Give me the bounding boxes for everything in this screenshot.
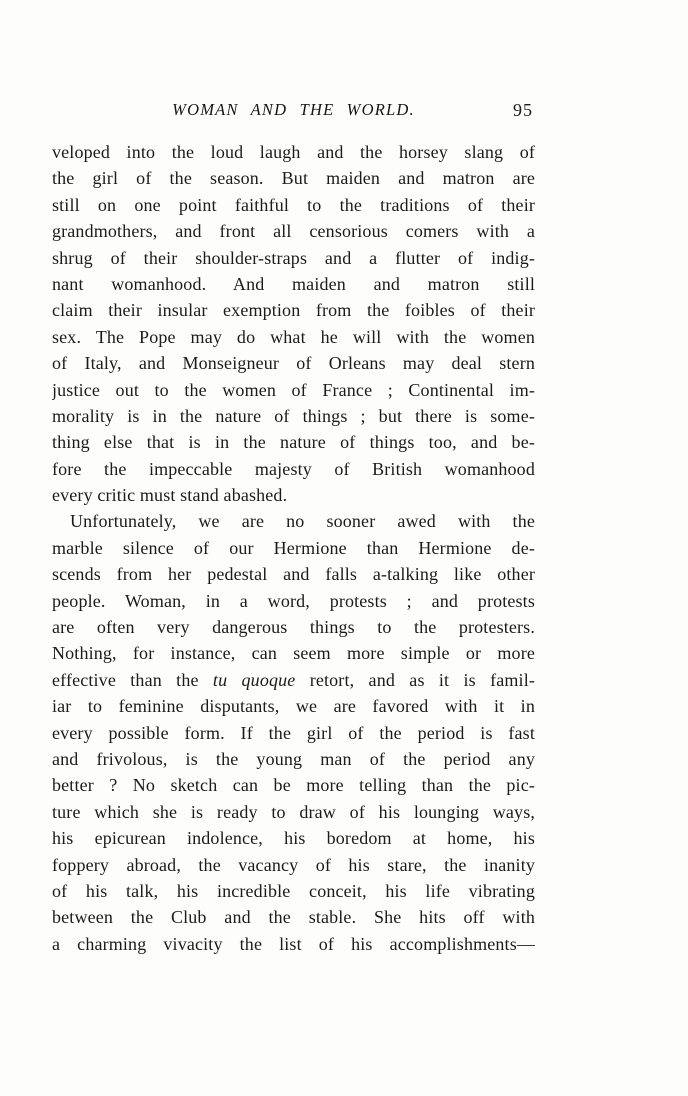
text-segment: between the Club and the stable. She hits off with [52, 907, 535, 928]
text-line [52, 482, 535, 508]
text-segment: a charming vivacity the list of his accomplishments— [52, 933, 535, 954]
text-segment: his epicurean indolence, his boredom at home, his [52, 828, 535, 849]
text-line [52, 931, 535, 957]
text-segment: every possible form. If the girl of the period is fast [52, 722, 535, 743]
text-line [52, 825, 535, 851]
text-segment: the girl of the season. But maiden and matron are [52, 168, 535, 189]
text-segment: sex. The Pope may do what he will with the women [52, 326, 535, 347]
text-line [52, 535, 535, 561]
page-header [52, 100, 535, 126]
text-line [52, 377, 535, 403]
text-line [52, 746, 535, 772]
text-line [52, 561, 535, 587]
text-segment: iar to feminine disputants, we are favored with it in [52, 696, 535, 717]
text-line [52, 192, 535, 218]
text-segment: ture which she is ready to draw of his lounging ways, [52, 801, 535, 822]
text-segment: every critic must stand abashed. [52, 485, 288, 506]
paragraph [52, 139, 535, 508]
text-segment: Nothing, for instance, can seem more simple or more [52, 643, 535, 664]
text-line [52, 271, 535, 297]
text-line [52, 640, 535, 666]
text-line [52, 245, 535, 271]
text-segment: foppery abroad, the vacancy of his stare, the inanity [52, 854, 535, 875]
paragraph [52, 508, 535, 957]
text-segment: thing else that is in the nature of things too, and be- [52, 432, 535, 453]
text-segment: morality is in the nature of things ; but there is some- [52, 405, 535, 426]
text-segment: still on one point faithful to the traditions of their [52, 194, 535, 215]
text-segment: of his talk, his incredible conceit, his life vibrating [52, 880, 535, 901]
text-segment: people. Woman, in a word, protests ; and protests [52, 590, 535, 611]
text-line [52, 614, 535, 640]
text-line [52, 350, 535, 376]
italic-text-segment: tu quoque [212, 669, 296, 690]
text-segment: nant womanhood. And maiden and matron still [52, 273, 535, 294]
text-line [52, 165, 535, 191]
text-segment: claim their insular exemption from the foibles of their [52, 300, 535, 321]
text-line [52, 456, 535, 482]
text-line [52, 878, 535, 904]
text-line [52, 508, 535, 534]
text-line [52, 772, 535, 798]
text-line [52, 403, 535, 429]
page-number: 95 [513, 100, 533, 120]
text-line [52, 588, 535, 614]
text-line [52, 297, 535, 323]
text-segment: better ? No sketch can be more telling than the pic- [52, 775, 535, 796]
text-line [52, 324, 535, 350]
text-line [52, 218, 535, 244]
text-segment: scends from her pedestal and falls a-talking like other [52, 564, 535, 585]
text-segment: grandmothers, and front all censorious comers with a [52, 221, 535, 242]
text-line [52, 667, 535, 693]
text-segment: retort, and as it is famil- [295, 669, 535, 690]
text-line [52, 852, 535, 878]
running-title: WOMAN AND THE WORLD. [172, 100, 415, 119]
text-line [52, 693, 535, 719]
text-segment: are often very dangerous things to the protesters. [52, 617, 535, 638]
text-segment: Unfortunately, we are no sooner awed with the [70, 511, 535, 532]
text-line [52, 720, 535, 746]
text-segment: marble silence of our Hermione than Hermione de- [52, 537, 535, 558]
text-segment: shrug of their shoulder-straps and a flutter of indig- [52, 247, 535, 268]
text-line [52, 904, 535, 930]
text-line [52, 429, 535, 455]
text-segment: fore the impeccable majesty of British womanhood [52, 458, 535, 479]
text-segment: justice out to the women of France ; Continental im- [52, 379, 535, 400]
text-segment: veloped into the loud laugh and the horsey slang of [52, 142, 535, 162]
text-segment: of Italy, and Monseigneur of Orleans may deal stern [52, 353, 535, 374]
text-segment: effective than the [52, 669, 213, 690]
text-segment: and frivolous, is the young man of the period any [52, 748, 535, 769]
text-line [52, 799, 535, 825]
text-block [52, 139, 535, 957]
text-line [52, 139, 535, 165]
